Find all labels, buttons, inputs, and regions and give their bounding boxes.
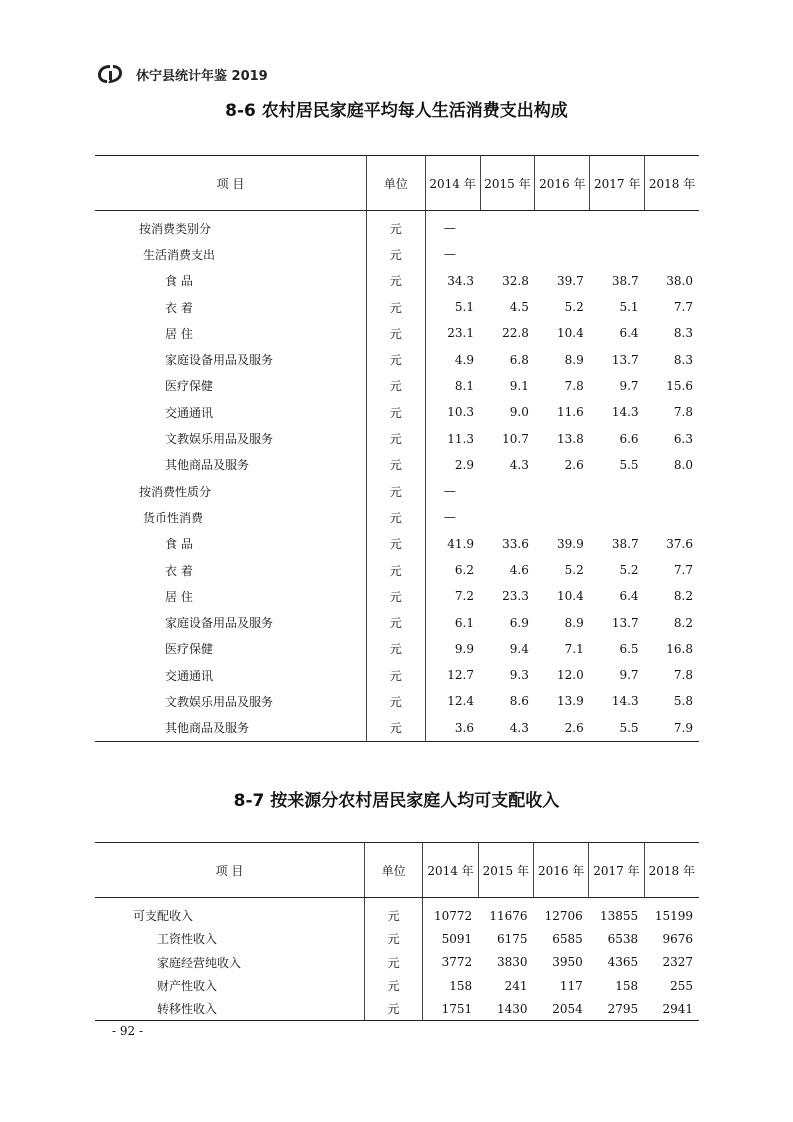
cell-value: 117 [559,978,583,993]
page-number: - 92 - [112,1024,144,1038]
consumption-structure-table [95,155,699,742]
cell-value: 3950 [552,955,583,970]
cell-value: 13855 [599,908,639,923]
cell-value [590,211,645,242]
table-row [95,898,699,928]
cell-value: 8.1 [454,378,474,393]
cell-value: 1751 [423,997,478,1021]
cell-value: 2.9 [454,457,474,472]
cell-value: 8.9 [564,352,584,367]
cell-value: 16.8 [666,641,693,656]
year-column-header: 2018 年 [644,843,699,898]
cell-value: 9.7 [619,378,639,393]
row-unit: 元 [365,951,423,974]
cell-value: 23.3 [502,589,529,604]
cell-value [590,241,645,267]
cell-value: 7.2 [454,589,474,604]
cell-value: 5.2 [564,300,584,315]
cell-value [480,478,535,504]
cell-value: 3772 [441,955,473,970]
cell-value: 5.1 [619,300,639,315]
cell-value: 38.7 [611,536,639,551]
row-unit: 元 [366,478,425,504]
cell-value: 10.3 [447,405,474,420]
cell-value: 13.9 [557,694,584,709]
cell-value: 241 [504,978,528,993]
cell-value [590,504,645,530]
row-label: 文教娱乐用品及服务 [95,425,366,451]
cell-value: — [443,221,456,236]
table-row [95,662,699,688]
cell-value: 5.2 [564,563,584,577]
cell-value: 7.7 [673,300,693,315]
table-row [95,399,699,425]
cell-value: 6585 [552,931,583,946]
row-unit: 元 [365,974,423,997]
row-label: 转移性收入 [95,997,365,1021]
row-label: 居 住 [95,583,366,609]
year-column-header: 2017 年 [589,843,644,898]
table-row [95,557,699,583]
income-source-table [95,842,699,1021]
row-unit: 元 [365,927,423,950]
cell-value: — [443,484,456,499]
cell-value: 38.0 [666,273,693,288]
row-label: 其他商品及服务 [95,715,366,742]
row-unit: 元 [366,320,425,346]
table-row [95,951,699,974]
table-8-6-title: 8-6 农村居民家庭平均每人生活消费支出构成 [225,101,568,121]
cell-value: 2795 [589,997,644,1021]
row-label: 食 品 [95,268,366,294]
cell-value: 37.6 [666,536,693,551]
table-row [95,346,699,372]
cell-value [480,211,535,242]
cell-value: 6.5 [619,641,639,656]
cell-value: 5091 [441,931,473,946]
page-header [96,60,268,88]
row-unit: 元 [365,997,423,1021]
cell-value: 39.9 [557,536,584,551]
cell-value: 158 [449,978,473,993]
cell-value: 14.3 [611,694,639,709]
cell-value: 6.2 [454,563,474,577]
unit-column-header: 单位 [366,156,425,211]
table-row [95,241,699,267]
cell-value: 33.6 [502,536,529,551]
cell-value: 8.2 [673,615,693,630]
cell-value: 9.4 [509,641,529,656]
row-unit: 元 [366,268,425,294]
cell-value: 41.9 [447,536,474,551]
cell-value: 4.3 [480,715,535,742]
cell-value: 6175 [496,931,528,946]
cell-value: 3.6 [425,715,480,742]
table-row [95,504,699,530]
cell-value: 8.9 [564,615,584,630]
year-column-header: 2014 年 [425,156,480,211]
year-column-header: 2016 年 [535,156,590,211]
table-row [95,373,699,399]
cell-value: 4.3 [509,457,529,472]
cell-value: 3830 [496,955,528,970]
row-unit: 元 [366,346,425,372]
table-row [95,478,699,504]
table-row [95,531,699,557]
cell-value: — [443,510,456,525]
year-column-header: 2017 年 [590,156,645,211]
cell-value: 22.8 [502,326,529,341]
cell-value: 2.6 [535,715,590,742]
cell-value: 1430 [478,997,533,1021]
row-unit: 元 [366,531,425,557]
row-label: 家庭经营纯收入 [95,951,365,974]
row-label: 可支配收入 [95,898,365,928]
item-column-header: 项 目 [95,843,365,898]
cell-value: 4.9 [454,352,474,367]
row-label: 文教娱乐用品及服务 [95,688,366,714]
cell-value: 10.7 [502,431,529,446]
table-row [95,452,699,478]
row-unit: 元 [366,557,425,583]
cell-value: 10.4 [557,589,584,604]
cell-value: 10.4 [557,326,584,341]
cell-value: 12.4 [447,694,474,709]
table-8-7-title: 8-7 按来源分农村居民家庭人均可支配收入 [233,791,560,811]
row-unit: 元 [366,504,425,530]
cell-value: 9.9 [454,641,474,656]
cell-value: 12.7 [447,668,474,683]
cell-value: 9.3 [509,668,529,683]
cell-value: 2327 [662,955,693,970]
cell-value: 13.7 [611,352,639,367]
item-column-header: 项 目 [95,156,366,211]
row-label: 家庭设备用品及服务 [95,609,366,635]
cell-value: 6.3 [673,431,693,446]
cell-value: 9.7 [619,668,639,683]
table-header-row [95,843,699,898]
cell-value [645,241,699,267]
row-unit: 元 [366,609,425,635]
row-label: 衣 着 [95,294,366,320]
row-unit: 元 [366,662,425,688]
cell-value: 15.6 [666,378,693,393]
row-label: 医疗保健 [95,636,366,662]
cell-value [535,211,590,242]
row-label: 家庭设备用品及服务 [95,346,366,372]
table-row [95,294,699,320]
table-row [95,211,699,242]
row-unit: 元 [366,294,425,320]
cell-value: 39.7 [557,273,584,288]
cell-value [645,504,699,530]
cell-value: 13.7 [611,615,639,630]
cell-value: 2054 [534,997,589,1021]
row-label: 按消费性质分 [95,478,366,504]
cell-value: 6.4 [619,589,639,604]
cell-value: 9.1 [509,378,529,393]
row-label: 财产性收入 [95,974,365,997]
row-unit: 元 [366,425,425,451]
table-row [95,974,699,997]
row-label: 交通通讯 [95,662,366,688]
row-label: 货币性消费 [95,504,366,530]
table-header-row [95,156,699,211]
row-label: 其他商品及服务 [95,452,366,478]
row-unit: 元 [366,452,425,478]
cell-value: 34.3 [447,273,474,288]
cell-value: 32.8 [502,273,529,288]
cell-value: 8.0 [673,457,693,472]
cell-value: 6.9 [509,615,529,630]
cell-value: 5.8 [673,694,693,709]
cell-value: — [443,247,456,262]
cell-value: 2.6 [564,457,584,472]
table-row [95,320,699,346]
cell-value [645,211,699,242]
cell-value: 158 [615,978,639,993]
cell-value: 6.1 [454,615,474,630]
cell-value: 7.7 [673,563,693,577]
cell-value: 7.8 [673,668,693,683]
year-column-header: 2015 年 [480,156,535,211]
unit-column-header: 单位 [365,843,423,898]
table-row [95,688,699,714]
row-unit: 元 [366,373,425,399]
cell-value: 10772 [434,908,473,923]
table-row [95,609,699,635]
year-column-header: 2016 年 [534,843,589,898]
cell-value: 8.6 [509,694,529,709]
cell-value [535,504,590,530]
row-unit: 元 [366,399,425,425]
row-label: 生活消费支出 [95,241,366,267]
year-column-header: 2015 年 [478,843,533,898]
cell-value: 11676 [489,908,528,923]
table-row [95,636,699,662]
yearbook-logo-icon [96,62,128,86]
cell-value: 6538 [607,931,639,946]
row-label: 工资性收入 [95,927,365,950]
cell-value: 8.3 [673,326,693,341]
year-column-header: 2014 年 [423,843,478,898]
cell-value: 5.5 [619,457,639,472]
cell-value [480,504,535,530]
cell-value: 15199 [654,908,693,923]
cell-value: 5.2 [619,563,639,577]
row-unit: 元 [366,241,425,267]
cell-value: 255 [670,978,693,993]
cell-value: 7.9 [645,715,699,742]
row-label: 交通通讯 [95,399,366,425]
cell-value: 14.3 [611,405,639,420]
cell-value: 4.6 [509,563,529,577]
cell-value: 4.5 [509,300,529,315]
cell-value: 6.8 [509,352,529,367]
cell-value [480,241,535,267]
cell-value [645,478,699,504]
row-label: 按消费类别分 [95,211,366,242]
row-label: 食 品 [95,531,366,557]
cell-value [590,478,645,504]
cell-value: 8.2 [673,589,693,604]
row-label: 衣 着 [95,557,366,583]
cell-value: 7.8 [673,405,693,420]
row-label: 居 住 [95,320,366,346]
row-unit: 元 [366,688,425,714]
cell-value [535,478,590,504]
cell-value: 8.3 [673,352,693,367]
row-label: 医疗保健 [95,373,366,399]
cell-value: 4365 [607,955,639,970]
cell-value: 7.8 [564,378,584,393]
table-row [95,715,699,742]
year-column-header: 2018 年 [645,156,699,211]
book-title: 休宁县统计年鉴 2019 [136,68,268,84]
cell-value: 12.0 [557,668,584,683]
table-row [95,583,699,609]
row-unit: 元 [366,211,425,242]
table-row [95,425,699,451]
cell-value: 23.1 [447,326,474,341]
table-row [95,997,699,1021]
cell-value: 11.3 [447,431,474,446]
cell-value: 9.0 [509,405,529,420]
row-unit: 元 [365,898,423,928]
cell-value: 11.6 [557,405,584,420]
table-row [95,268,699,294]
table-row [95,927,699,950]
cell-value: 38.7 [611,273,639,288]
cell-value: 6.4 [619,326,639,341]
row-unit: 元 [366,636,425,662]
row-unit: 元 [366,583,425,609]
cell-value [535,241,590,267]
cell-value: 7.1 [564,641,584,656]
row-unit: 元 [366,715,425,742]
cell-value: 9676 [662,931,693,946]
cell-value: 12706 [544,908,583,923]
cell-value: 5.1 [454,300,474,315]
cell-value: 5.5 [590,715,645,742]
cell-value: 2941 [644,997,699,1021]
cell-value: 13.8 [557,431,584,446]
cell-value: 6.6 [619,431,639,446]
